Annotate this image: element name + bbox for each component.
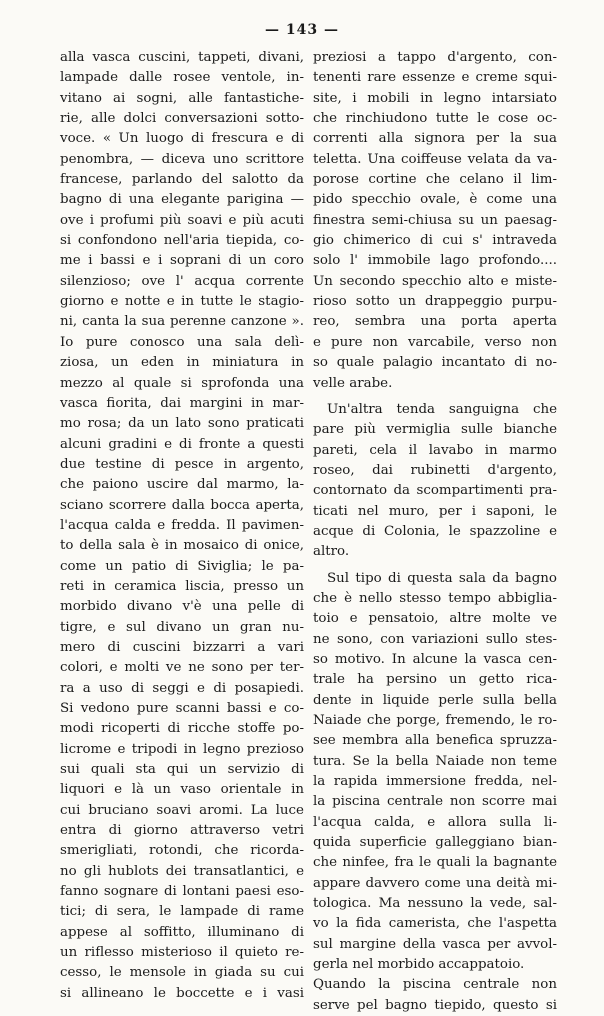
text-line: quida superficie galleggiano bian- (313, 835, 557, 851)
text-line: tura. Se la bella Naiade non teme (313, 753, 557, 769)
text-line: che ninfee, fra le quali la bagnante (313, 855, 557, 871)
text-line: francese, parlando del salotto da (60, 172, 304, 188)
text-line: ne sono, con variazioni sullo stes- (313, 631, 557, 647)
text-line: serve pel bagno tiepido, questo si (313, 997, 557, 1013)
text-line: Io pure conosco una sala delì- (60, 334, 304, 350)
text-line: Quando la piscina centrale non (313, 977, 557, 993)
text-line: licrome e tripodi in legno prezioso (60, 741, 304, 757)
text-line: ticati nel muro, per i saponi, le (313, 503, 557, 519)
text-line: see membra alla benefica spruzza- (313, 733, 557, 749)
text-line: altro. (313, 544, 350, 560)
right-column (313, 48, 557, 1016)
text-line: finestra semi-chiusa su un paesag- (313, 212, 557, 228)
text-line: porose cortine che celano il lim- (313, 172, 557, 188)
text-line: correnti alla signora per la sua (313, 131, 557, 147)
text-line: contornato da scompartimenti pra- (313, 483, 557, 499)
text-line: come un patio di Siviglia; le pa- (60, 558, 304, 574)
text-line: si allineano le boccette e i vasi (60, 985, 304, 1001)
text-line: toio e pensatoio, altre molte ve (313, 611, 557, 627)
text-line: trale ha persino un getto rica- (313, 672, 557, 688)
text-line: tenenti rare essenze e creme squi- (313, 70, 557, 86)
text-line: entra di giorno attraverso vetri (60, 823, 304, 839)
right-paragraph-3 (313, 569, 557, 1016)
text-line: Naiade che porge, fremendo, le ro- (313, 713, 557, 728)
text-line: me i bassi e i soprani di un coro (60, 253, 304, 269)
text-line: pareti, cela il lavabo in marmo (313, 442, 557, 458)
text-line: morbido divano v'è una pelle di (60, 599, 304, 615)
text-line: ove i profumi più soavi e più acuti (60, 212, 304, 228)
text-line: to della sala è in mosaico di onice, (60, 538, 304, 554)
text-line: sul margine della vasca per avvol- (313, 936, 557, 952)
text-line: teletta. Una coiffeuse velata da va- (313, 151, 557, 167)
text-line: Si vedono pure scanni bassi e co- (60, 701, 304, 716)
text-line: appese al soffitto, illuminano di (60, 924, 304, 940)
text-line: mo rosa; da un lato sono praticati (60, 416, 304, 432)
text-line: acque di Colonia, le spazzoline e (313, 523, 557, 539)
text-line: vasca fiorita, dai margini in mar- (60, 395, 304, 411)
text-line: un riflesso misterioso il quieto re- (60, 945, 304, 961)
text-line: preziosi a tappo d'argento, con- (313, 50, 557, 65)
text-line: la piscina centrale non scorre mai (313, 794, 557, 810)
text-line: colori, e molti ve ne sono per ter- (60, 660, 304, 676)
text-line: ziosa, un eden in miniatura in (60, 355, 304, 371)
text-line: reti in ceramica liscia, presso un (60, 578, 304, 594)
text-line: so motivo. In alcune la vasca cen- (313, 651, 557, 667)
text-line: appare davvero come una deità mi- (313, 875, 557, 891)
text-line: rioso sotto un drappeggio purpu- (313, 294, 557, 310)
text-line: si confondono nell'aria tiepida, co- (60, 233, 304, 249)
text-line: no gli hublots dei transatlantici, e (60, 863, 304, 879)
text-line: roseo, dai rubinetti d'argento, (313, 462, 557, 478)
text-line: pare più vermiglia sulle bianche (313, 422, 557, 438)
text-line: alla vasca cuscini, tappeti, divani, (60, 50, 304, 65)
text-line: velle arabe. (313, 375, 393, 391)
text-line: smerigliati, rotondi, che ricorda- (60, 843, 304, 859)
text-line: tigre, e sul divano un gran nu- (60, 619, 304, 635)
text-line: fanno sognare di lontani paesi eso- (60, 884, 304, 900)
text-line: e pure non varcabile, verso non (313, 334, 557, 350)
text-line: Un'altra tenda sanguigna che (327, 401, 557, 417)
text-line: vo la fida camerista, che l'aspetta (313, 916, 557, 932)
text-line: che paiono uscire dal marmo, la- (60, 477, 304, 493)
text-line: sui quali sta qui un servizio di (60, 762, 304, 778)
text-line: pido specchio ovale, è come una (313, 192, 557, 208)
text-line: bagno di una elegante parigina — (60, 192, 304, 208)
text-line: gio chimerico di cui s' intraveda (313, 233, 557, 249)
text-line: penombra, — diceva uno scrittore (60, 151, 304, 167)
text-line: modi ricoperti di ricche stoffe po- (60, 721, 304, 737)
text-line: tici; di sera, le lampade di rame (60, 904, 304, 920)
text-line: site, i mobili in legno intarsiato (313, 90, 557, 106)
right-paragraph-2 (313, 400, 557, 563)
text-line: silenzioso; ove l' acqua corrente (60, 273, 304, 289)
right-paragraph-1 (313, 48, 557, 394)
text-line: ni, canta la sua perenne canzone ». (60, 314, 304, 330)
text-line: che è nello stesso tempo abbiglia- (313, 590, 557, 606)
text-line: l'acqua calda e fredda. Il pavimen- (60, 517, 304, 533)
text-line: l'acqua calda, e allora sulla li- (313, 814, 557, 830)
text-line: so quale palagio incantato di no- (313, 355, 557, 371)
text-line: voce. « Un luogo di frescura e di (60, 131, 304, 147)
text-line: Sul tipo di questa sala da bagno (327, 570, 557, 586)
text-line: mero di cuscini bizzarri a vari (60, 639, 304, 655)
text-line: la rapida immersione fredda, nel- (313, 774, 557, 790)
text-line: solo l' immobile lago profondo.... (313, 253, 557, 269)
text-line: liquori e là un vaso orientale in (60, 782, 304, 798)
text-line: alcuni gradini e di fronte a questi (60, 436, 304, 452)
text-line: Un secondo specchio alto e miste- (313, 273, 557, 289)
text-line: lampade dalle rosee ventole, in- (60, 70, 304, 86)
text-line: mezzo al quale si sprofonda una (60, 375, 304, 391)
text-line: tologica. Ma nessuno la vede, sal- (313, 896, 557, 912)
text-line: cesso, le mensole in giada su cui (60, 965, 304, 981)
text-line: giorno e notte e in tutte le stagio- (60, 294, 304, 310)
text-line: rie, alle dolci conversazioni sotto- (60, 111, 304, 127)
text-line: cui bruciano soavi aromi. La luce (60, 802, 304, 818)
text-line: dente in liquide perle sulla bella (313, 692, 557, 708)
text-line: ra a uso di seggi e di posapiedi. (60, 680, 304, 696)
left-column (60, 48, 304, 1004)
text-line: due testine di pesce in argento, (60, 456, 304, 472)
text-line: reo, sembra una porta aperta (313, 314, 557, 330)
text-line: gerla nel morbido accappatoio. (313, 957, 525, 973)
text-line: vitano ai sogni, alle fantastiche- (60, 90, 304, 106)
text-line: sciano scorrere dalla bocca aperta, (60, 497, 304, 513)
text-line: che rinchiudono tutte le cose oc- (313, 111, 557, 127)
page-number: — 143 — (265, 22, 339, 38)
